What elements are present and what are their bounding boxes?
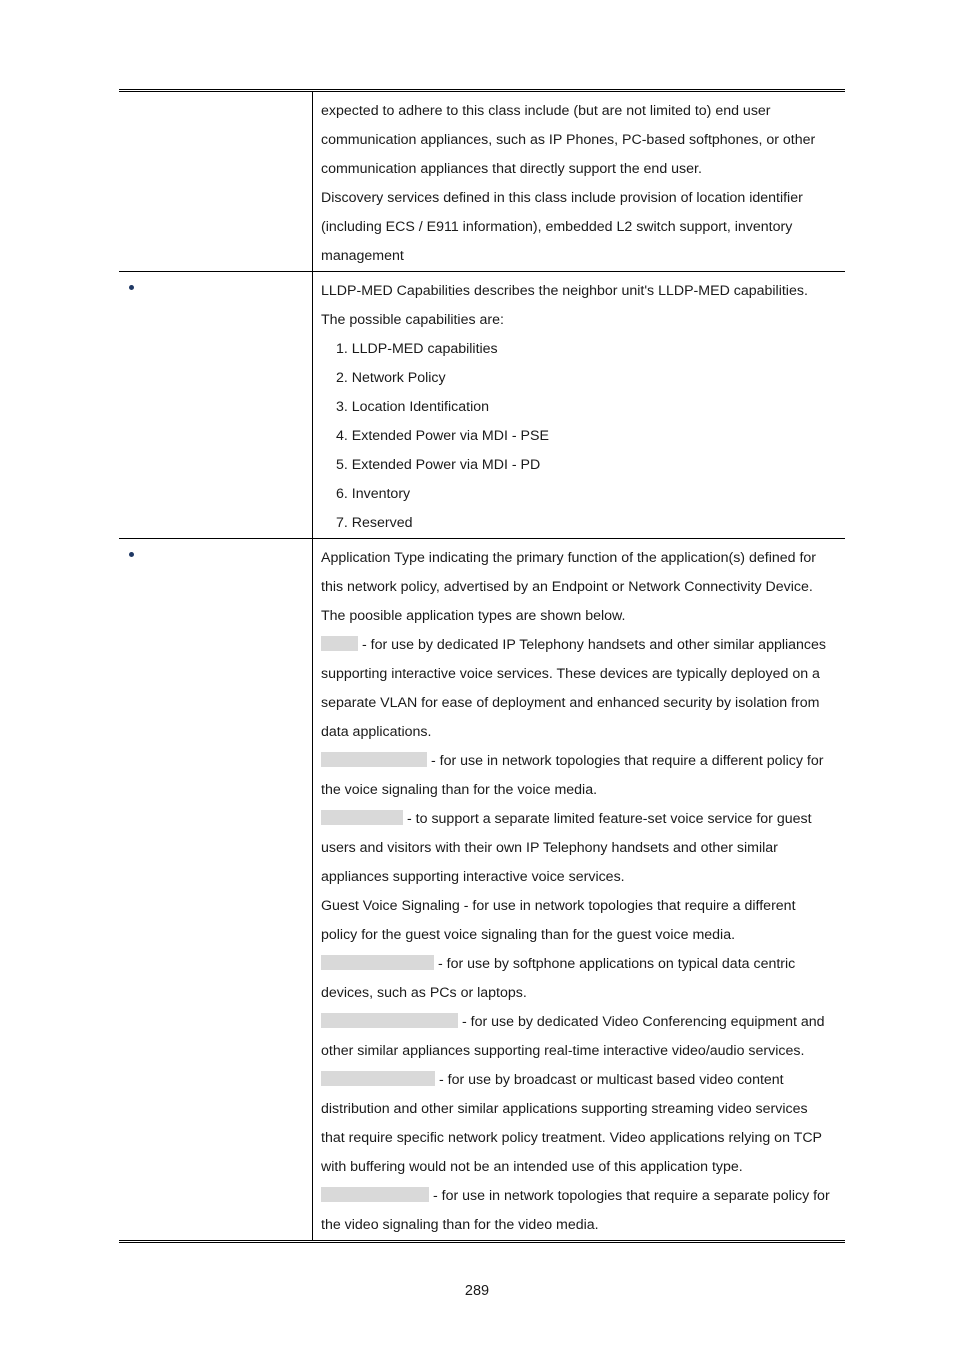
text-line: communication appliances, such as IP Phones, PC-based softphones, or other bbox=[321, 132, 816, 148]
capability-item: 6. Inventory bbox=[336, 486, 411, 502]
text-line: - for use in network topologies that require a different policy for bbox=[431, 753, 824, 769]
app-type-guest-voice bbox=[321, 805, 837, 834]
capability-item: 5. Extended Power via MDI - PD bbox=[336, 457, 541, 473]
capability-item: 2. Network Policy bbox=[336, 370, 446, 386]
text-line: this network policy, advertised by an Endpoint or Network Connectivity Device. bbox=[321, 579, 813, 595]
text-line: (including ECS / E911 information), embedded L2 switch support, inventory bbox=[321, 219, 793, 235]
text-line: The poosible application types are shown below. bbox=[321, 608, 626, 624]
page-number: 289 bbox=[464, 1283, 490, 1299]
text-line: Application Type indicating the primary function of the application(s) defined for bbox=[321, 550, 817, 566]
text-line: the voice signaling than for the voice media. bbox=[321, 782, 598, 798]
bullet-icon bbox=[129, 285, 134, 290]
text-line: data applications. bbox=[321, 724, 432, 740]
table-row bbox=[119, 539, 845, 1242]
text-line: - for use by dedicated IP Telephony handsets and other similar appliances bbox=[362, 637, 827, 653]
app-type-voice bbox=[321, 631, 837, 660]
parameter-cell bbox=[119, 539, 313, 1242]
parameter-cell bbox=[119, 272, 313, 539]
parameter-cell bbox=[119, 91, 313, 272]
table-row bbox=[119, 272, 845, 539]
text-line: - for use in network topologies that require a separate policy for bbox=[433, 1188, 830, 1204]
app-type-voice-signaling bbox=[321, 747, 837, 776]
text-line: that require specific network policy treatment. Video applications relying on TCP bbox=[321, 1130, 823, 1146]
capability-item: 4. Extended Power via MDI - PSE bbox=[336, 428, 549, 444]
parameter-description-table bbox=[119, 89, 845, 1243]
text-line: LLDP-MED Capabilities describes the neighbor unit's LLDP-MED capabilities. bbox=[321, 283, 808, 299]
text-line: The possible capabilities are: bbox=[321, 312, 504, 328]
table-row bbox=[119, 91, 845, 272]
redacted-label bbox=[321, 636, 358, 651]
redacted-label bbox=[321, 1071, 435, 1086]
app-type-softphone-voice bbox=[321, 950, 837, 979]
text-line: communication appliances that directly support the end user. bbox=[321, 161, 702, 177]
redacted-label bbox=[321, 955, 434, 970]
text-line: - for use by softphone applications on typical data centric bbox=[438, 956, 796, 972]
app-type-video-conferencing bbox=[321, 1008, 837, 1037]
text-line: separate VLAN for ease of deployment and enhanced security by isolation from bbox=[321, 695, 820, 711]
text-line: policy for the guest voice signaling than for the guest voice media. bbox=[321, 927, 736, 943]
text-line: - for use by dedicated Video Conferencing equipment and bbox=[462, 1014, 825, 1030]
text-line: management bbox=[321, 248, 404, 264]
text-line: expected to adhere to this class include (but are not limited to) end user bbox=[321, 103, 771, 119]
redacted-label bbox=[321, 1187, 429, 1202]
capability-item: 3. Location Identification bbox=[336, 399, 490, 415]
description-cell bbox=[313, 539, 846, 1242]
text-line: other similar appliances supporting real-time interactive video/audio services. bbox=[321, 1043, 805, 1059]
text-line: appliances supporting interactive voice services. bbox=[321, 869, 625, 885]
redacted-label bbox=[321, 752, 427, 767]
text-line: distribution and other similar applications supporting streaming video services bbox=[321, 1101, 808, 1117]
text-line: - for use by broadcast or multicast based video content bbox=[439, 1072, 784, 1088]
text-line: - to support a separate limited feature-set voice service for guest bbox=[407, 811, 812, 827]
bullet-icon bbox=[129, 552, 134, 557]
redacted-label bbox=[321, 1013, 458, 1028]
app-type-video-signaling bbox=[321, 1182, 837, 1211]
text-line: users and visitors with their own IP Telephony handsets and other similar bbox=[321, 840, 778, 856]
text-line: Discovery services defined in this class include provision of location identifier bbox=[321, 190, 803, 206]
app-type-streaming-video bbox=[321, 1066, 837, 1095]
description-cell bbox=[313, 272, 846, 539]
redacted-label bbox=[321, 810, 403, 825]
capability-item: 1. LLDP-MED capabilities bbox=[336, 341, 498, 357]
description-cell bbox=[313, 91, 846, 272]
text-line: Guest Voice Signaling - for use in network topologies that require a different bbox=[321, 898, 796, 914]
capability-item: 7. Reserved bbox=[336, 515, 413, 531]
text-line: devices, such as PCs or laptops. bbox=[321, 985, 527, 1001]
text-line: with buffering would not be an intended use of this application type. bbox=[321, 1159, 743, 1175]
text-line: the video signaling than for the video media. bbox=[321, 1217, 599, 1233]
text-line: supporting interactive voice services. These devices are typically deployed on a bbox=[321, 666, 820, 682]
